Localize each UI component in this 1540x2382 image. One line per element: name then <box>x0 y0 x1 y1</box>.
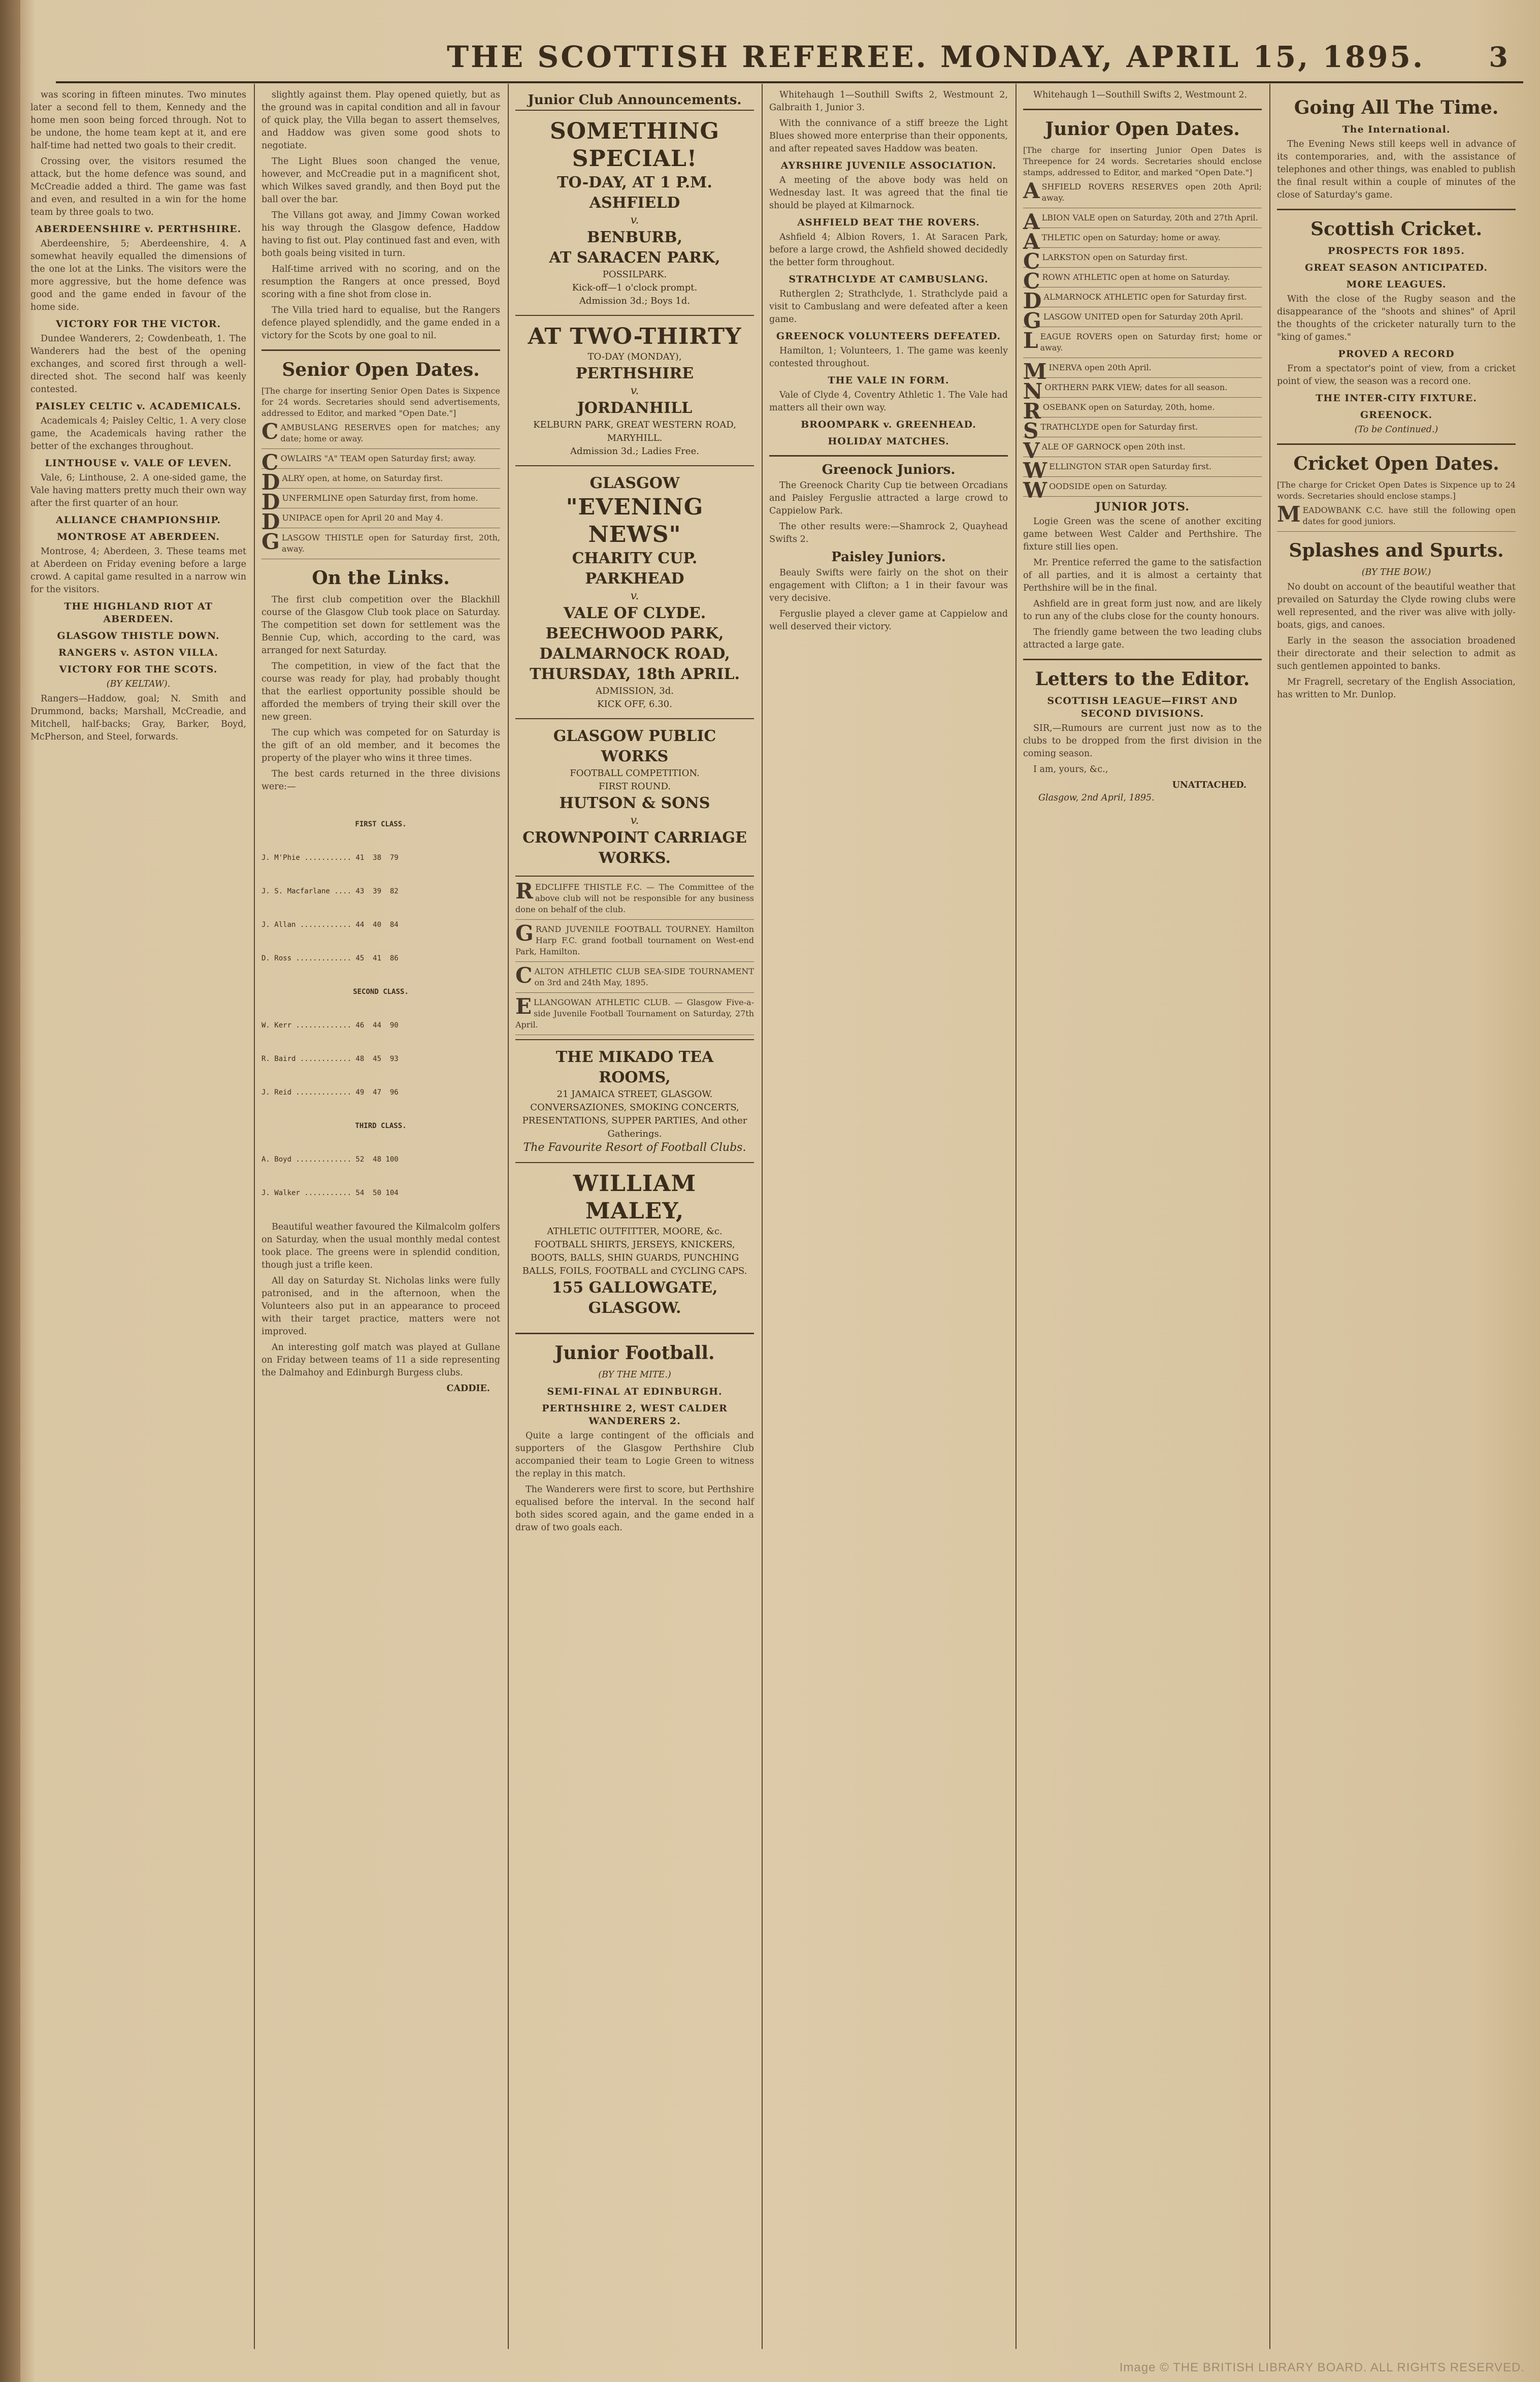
ad-line: FIRST ROUND. <box>599 781 671 792</box>
section-heading: Junior Open Dates. <box>1045 118 1240 140</box>
section-note: [The charge for inserting Senior Open Dates is Sixpence for 24 words. Secretaries should send advertisements, addressed to Editor, and marked "Open Date."] <box>261 386 500 418</box>
ad-team: PERTHSHIRE <box>575 365 694 382</box>
column-divider <box>1269 84 1270 2349</box>
article-paragraph: I am, yours, &c., <box>1033 764 1108 775</box>
fixture-ad <box>515 315 754 465</box>
score-row: D. Ross ............. 45 41 86 <box>261 954 399 962</box>
ad-line: GLASGOW PUBLIC WORKS <box>553 727 716 765</box>
ad-address: 21 JAMAICA STREET, GLASGOW. <box>556 1089 713 1100</box>
small-ad: ELLANGOWAN ATHLETIC CLUB. — Glasgow Five-a-side Juvenile Football Tournament on Saturday, 27th April. <box>515 997 754 1035</box>
fixture-ad <box>515 110 754 315</box>
section-subheading: The International. <box>1342 124 1451 135</box>
page-binding-edge <box>0 0 20 2382</box>
article-paragraph: Whitehaugh 1—Southill Swifts 2, Westmount 2. <box>1033 90 1248 100</box>
section-subheading: RANGERS v. ASTON VILLA. <box>58 647 218 658</box>
section-subheading: SCOTTISH LEAGUE—FIRST AND SECOND DIVISIONS. <box>1047 695 1238 719</box>
section-heading: Scottish Cricket. <box>1310 218 1483 240</box>
column-5 <box>1023 89 1262 804</box>
column-6 <box>1277 89 1516 704</box>
ad-team: CROWNPOINT CARRIAGE WORKS. <box>522 829 747 867</box>
section-subheading: GREENOCK VOLUNTEERS DEFEATED. <box>776 331 1001 342</box>
column-divider <box>1015 84 1017 2349</box>
article-paragraph: Beautiful weather favoured the Kilmalcolm golfers on Saturday, when the usual monthly medal contest took place. The greens were in splendid condition, though just a trifle keen. <box>261 1222 500 1270</box>
section-subheading: THE INTER-CITY FIXTURE. <box>1316 393 1477 404</box>
small-ad: ATHLETIC open on Saturday; home or away. <box>1023 232 1262 248</box>
ad-address: 155 GALLOWGATE, GLASGOW. <box>551 1279 718 1317</box>
article-paragraph: The Greenock Charity Cup tie between Orcadians and Paisley Ferguslie attracted a large crowd to Cappielow Park. <box>769 480 1008 516</box>
small-ad: STRATHCLYDE open for Saturday first. <box>1023 422 1262 437</box>
small-ad: ALBION VALE open on Saturday, 20th and 27th April. <box>1023 212 1262 228</box>
small-ads <box>261 419 500 559</box>
section-subheading: AYRSHIRE JUVENILE ASSOCIATION. <box>780 160 997 171</box>
section-heading: Junior Football. <box>554 1342 715 1364</box>
ad-venue: AT SARACEN PARK, <box>549 249 720 267</box>
article-paragraph: Montrose, 4; Aberdeen, 3. These teams met at Aberdeen on Friday evening before a large crowd. A capital game resulted in a narrow win for the visitors. <box>30 546 246 595</box>
small-ads <box>515 876 754 1035</box>
section-subheading: ABERDEENSHIRE v. PERTHSHIRE. <box>35 223 242 235</box>
ad-versus: v. <box>630 590 639 602</box>
article-paragraph: SIR,—Rumours are current just now as to the clubs to be dropped from the first division in the coming season. <box>1023 723 1262 759</box>
article-paragraph: The Evening News still keeps well in advance of its contemporaries, and, with the assistance of telephones and other things, was enabled to publish the final result within a couple of minutes of the close of Saturday's game. <box>1277 139 1516 200</box>
article-paragraph: The friendly game between the two leading clubs attracted a large gate. <box>1023 627 1262 650</box>
small-ad: ROSEBANK open on Saturday, 20th, home. <box>1023 402 1262 417</box>
score-row: A. Boyd ............. 52 48 100 <box>261 1155 399 1164</box>
fixture-ad <box>515 718 754 876</box>
byline: (BY THE BOW.) <box>1361 567 1431 577</box>
ad-team: ASHFIELD <box>589 194 680 212</box>
article-paragraph: With the connivance of a stiff breeze the Light Blues showed more enterprise than their opponents, and after repeated saves Haddow was beaten. <box>769 118 1008 154</box>
section-subheading: JUNIOR JOTS. <box>1095 500 1190 513</box>
small-ad: WELLINGTON STAR open Saturday first. <box>1023 461 1262 477</box>
article-paragraph: From a spectator's point of view, from a cricket point of view, the season was a record one. <box>1277 364 1516 387</box>
article-paragraph: The competition, in view of the fact that the course was ready for play, had probably thought that the earliest opportunity possible should be afforded the members of trying their skill over the new green. <box>261 661 500 722</box>
article-paragraph: Vale, 6; Linthouse, 2. A one-sided game, the Vale having matters pretty much their own way after the first quarter of an hour. <box>30 473 246 508</box>
column-divider <box>254 84 255 2349</box>
ad-headline: THE MIKADO TEA ROOMS, <box>555 1048 714 1086</box>
ad-line: CHARITY CUP. <box>572 550 698 567</box>
section-subheading: BROOMPARK v. GREENHEAD. <box>801 419 976 430</box>
ad-desc: CONVERSAZIONES, SMOKING CONCERTS, PRESENTATIONS, SUPPER PARTIES, And other Gatherings. <box>522 1102 747 1139</box>
continued-note: (To be Continued.) <box>1354 425 1438 435</box>
small-ad: ASHFIELD ROVERS RESERVES open 20th April; away. <box>1023 181 1262 208</box>
ad-venue: KELBURN PARK, GREAT WESTERN ROAD, MARYHILL. <box>533 420 736 443</box>
section-subheading: PERTHSHIRE 2, WEST CALDER WANDERERS 2. <box>542 1403 728 1427</box>
small-ad: GRAND JUVENILE FOOTBALL TOURNEY. Hamilton Harp F.C. grand football tournament on West-end Park, Hamilton. <box>515 924 754 962</box>
ad-place: POSSILPARK. <box>602 269 667 280</box>
article-paragraph: Rutherglen 2; Strathclyde, 1. Strathclyde paid a visit to Cambuslang and were defeated after a keen game. <box>769 289 1008 325</box>
small-ad: REDCLIFFE THISTLE F.C. — The Committee of the above club will not be responsible for any business done on behalf of the club. <box>515 882 754 920</box>
article-paragraph: With the close of the Rugby season and the disappearance of the "shoots and shines" of April the thoughts of the cricketer naturally turn to the "king of games." <box>1277 294 1516 342</box>
column-divider <box>508 84 509 2349</box>
image-credit: Image © THE BRITISH LIBRARY BOARD. ALL RIGHTS RESERVED. <box>1119 2361 1525 2374</box>
article-paragraph: The Light Blues soon changed the venue, however, and McCreadie put in a magnificent shot, which Wilkes saved grandly, and then Boyd put the ball over the bar. <box>261 156 500 205</box>
article-paragraph: The cup which was competed for on Saturday is the gift of an old member, and it becomes the property of the player who wins it three times. <box>261 728 500 763</box>
maley-ad <box>515 1162 754 1326</box>
ad-kickoff: KICK OFF, 6.30. <box>597 699 672 710</box>
ad-team: VALE OF CLYDE. <box>563 604 706 622</box>
ad-kickoff: Kick-off—1 o'clock prompt. <box>572 282 698 293</box>
byline: (BY THE MITE.) <box>598 1370 671 1380</box>
section-rule <box>769 455 1008 457</box>
score-row: J. Allan ............ 44 40 84 <box>261 921 399 929</box>
ad-versus: v. <box>630 814 639 827</box>
score-row: W. Kerr ............. 46 44 90 <box>261 1021 399 1029</box>
section-heading: Letters to the Editor. <box>1035 668 1250 690</box>
ad-team: HUTSON & SONS <box>559 794 710 812</box>
ad-sub: ATHLETIC OUTFITTER, MOORE, &c. <box>547 1226 723 1237</box>
section-heading: Junior Club Announcements. <box>528 92 742 108</box>
score-table <box>261 796 500 1221</box>
score-row: J. M'Phie ........... 41 38 79 <box>261 854 399 862</box>
ad-line: FOOTBALL COMPETITION. <box>570 768 700 779</box>
ad-tagline: The Favourite Resort of Football Clubs. <box>523 1141 746 1154</box>
article-paragraph: Beauly Swifts were fairly on the shot on their engagement with Clifton; a 1 in their favour was very decisive. <box>769 568 1008 603</box>
article-paragraph: An interesting golf match was played at Gullane on Friday between teams of 11 a side representing the Dalmahoy and Edinburgh Burgess clubs. <box>261 1342 500 1378</box>
ad-line: GLASGOW <box>589 474 680 492</box>
section-subheading: ASHFIELD BEAT THE ROVERS. <box>797 217 980 228</box>
section-subheading: LINTHOUSE v. VALE OF LEVEN. <box>45 458 232 469</box>
ad-team: PARKHEAD <box>585 570 684 588</box>
column-3 <box>515 89 754 1537</box>
section-subheading: THE HIGHLAND RIOT AT ABERDEEN. <box>64 601 213 625</box>
section-heading: Paisley Juniors. <box>831 550 946 565</box>
section-heading: On the Links. <box>312 567 450 589</box>
article-paragraph: A meeting of the above body was held on Wednesday last. It was agreed that the final tie should be played at Kilmarnock. <box>769 175 1008 211</box>
section-subheading: GLASGOW THISTLE DOWN. <box>57 630 220 641</box>
score-row: R. Baird ............ 48 45 93 <box>261 1055 399 1063</box>
ad-time: TO-DAY, AT 1 P.M. <box>557 174 712 191</box>
article-paragraph: The Wanderers were first to score, but Perthshire equalised before the interval. In the second half both sides scored again, and the game ended in a draw of two goals each. <box>515 1485 754 1533</box>
score-row: J. Reid ............. 49 47 96 <box>261 1088 399 1097</box>
article-paragraph: The best cards returned in the three divisions were:— <box>261 769 500 792</box>
section-subheading: VICTORY FOR THE VICTOR. <box>55 318 221 330</box>
small-ad: CLARKSTON open on Saturday first. <box>1023 252 1262 268</box>
masthead-rule <box>56 81 1523 83</box>
article-paragraph: Quite a large contingent of the officials and supporters of the Glasgow Perthshire Club accompanied their team to Logie Green to witness the replay in this match. <box>515 1431 754 1479</box>
score-heading: THIRD CLASS. <box>355 1122 407 1130</box>
article-paragraph: The other results were:—Shamrock 2, Quayhead Swifts 2. <box>769 522 1008 544</box>
small-ad: WOODSIDE open on Saturday. <box>1023 481 1262 497</box>
page-number: 3 <box>1489 41 1508 73</box>
article-paragraph: Rangers—Haddow, goal; N. Smith and Drummond, backs; Marshall, McCreadie, and Mitchell, half-backs; Gray, Barker, Boyd, McPherson, and Steel, forwards. <box>30 694 246 742</box>
article-paragraph: Mr. Prentice referred the game to the satisfaction of all parties, and it is almost a certainty that Perthshire will be in the final. <box>1023 558 1262 593</box>
section-rule <box>1023 109 1262 110</box>
article-paragraph: The Villans got away, and Jimmy Cowan worked his way through the Glasgow defence, Haddow having to fist out. Play continued fast and even, with both goals being visited in turn. <box>261 210 500 259</box>
article-paragraph: Logie Green was the scene of another exciting game between West Calder and Perthshire. The fixture still lies open. <box>1023 517 1262 552</box>
score-heading: SECOND CLASS. <box>353 988 409 996</box>
ad-headline: SOMETHING SPECIAL! <box>549 118 720 172</box>
article-paragraph: The Villa tried hard to equalise, but the Rangers defence played splendidly, and the game ended in a victory for the Scots by one goal to nil. <box>261 305 500 341</box>
column-4 <box>769 89 1008 636</box>
small-ad: CROWN ATHLETIC open at home on Saturday. <box>1023 272 1262 287</box>
ad-date: THURSDAY, 18th APRIL. <box>530 665 740 683</box>
ad-versus: v. <box>630 384 639 397</box>
article-paragraph: Whitehaugh 1—Southill Swifts 2, Westmount 2, Galbraith 1, Junior 3. <box>769 90 1008 113</box>
section-subheading: PROVED A RECORD <box>1338 348 1455 360</box>
article-paragraph: Crossing over, the visitors resumed the attack, but the home defence was sound, and McCreadie added a third. The game was fast and even, and resulted in a win for the home team by three goals to two. <box>30 156 246 217</box>
small-ad: DALMARNOCK ATHLETIC open for Saturday first. <box>1023 292 1262 307</box>
small-ad: GLASGOW THISTLE open for Saturday first, 20th, away. <box>261 532 500 559</box>
article-paragraph: Dundee Wanderers, 2; Cowdenbeath, 1. The Wanderers had the best of the opening exchanges, and scored first through a well-directed shot. The second half was keenly contested. <box>30 334 246 395</box>
ad-headline: "EVENING NEWS" <box>566 494 704 548</box>
ad-team: BENBURB, <box>587 229 682 246</box>
section-rule <box>1277 209 1516 210</box>
ad-team: JORDANHILL <box>577 399 693 417</box>
section-subheading: PAISLEY CELTIC v. ACADEMICALS. <box>35 401 242 412</box>
section-subheading: HOLIDAY MATCHES. <box>828 436 949 447</box>
section-subheading: PROSPECTS FOR 1895. <box>1328 245 1465 256</box>
score-row: J. Walker ........... 54 50 104 <box>261 1189 399 1197</box>
small-ad: DUNIPACE open for April 20 and May 4. <box>261 512 500 528</box>
small-ad: DALRY open, at home, on Saturday first. <box>261 473 500 489</box>
section-subheading: ALLIANCE CHAMPIONSHIP. <box>56 514 221 526</box>
article-paragraph: Mr Fragrell, secretary of the English Association, has written to Mr. Dunlop. <box>1277 677 1516 700</box>
section-subheading: STRATHCLYDE AT CAMBUSLANG. <box>789 274 989 285</box>
section-rule <box>515 1333 754 1334</box>
ad-headline: WILLIAM MALEY, <box>573 1171 697 1224</box>
small-ad: GLASGOW UNITED open for Saturday 20th April. <box>1023 311 1262 327</box>
small-ad: MINERVA open 20th April. <box>1023 362 1262 378</box>
article-paragraph: was scoring in fifteen minutes. Two minutes later a second fell to them, Kennedy and the home men soon being forced through. Not to be undone, the home team kept at it, and ere half-time had netted two goals to their credit. <box>30 90 246 151</box>
section-subheading: MONTROSE AT ABERDEEN. <box>57 531 220 542</box>
section-subheading: VICTORY FOR THE SCOTS. <box>59 664 218 675</box>
small-ad: MEADOWBANK C.C. have still the following open dates for good juniors. <box>1277 505 1516 532</box>
mikado-ad <box>515 1039 754 1162</box>
section-subheading: THE VALE IN FORM. <box>828 375 949 386</box>
fixture-ad <box>515 465 754 718</box>
ad-admission: Admission 3d.; Ladies Free. <box>570 446 699 457</box>
section-heading: Senior Open Dates. <box>282 359 480 380</box>
small-ads <box>1023 178 1262 503</box>
small-ad: NORTHERN PARK VIEW; dates for all season. <box>1023 382 1262 398</box>
section-heading: Cricket Open Dates. <box>1293 453 1499 474</box>
ad-admission: ADMISSION, 3d. <box>596 686 674 696</box>
section-heading: Going All The Time. <box>1294 97 1499 118</box>
article-paragraph: Hamilton, 1; Volunteers, 1. The game was keenly contested throughout. <box>769 346 1008 369</box>
section-rule <box>1023 659 1262 660</box>
section-note: [The charge for inserting Junior Open Dates is Threepence for 24 words. Secretaries should enclose stamps, addressed to Editor, and marked "Open Date."] <box>1023 145 1262 177</box>
ad-venue: BEECHWOOD PARK, DALMARNOCK ROAD, <box>539 625 730 663</box>
small-ad: CAMBUSLANG RESERVES open for matches; any date; home or away. <box>261 422 500 449</box>
ad-items: FOOTBALL SHIRTS, JERSEYS, KNICKERS, BOOTS, BALLS, SHIN GUARDS, PUNCHING BALLS, FOILS, FOOTBALL and CYCLING CAPS. <box>522 1239 747 1276</box>
article-paragraph: All day on Saturday St. Nicholas links were fully patronised, and in the afternoon, when the Volunteers also put in an appearance to proceed with their target practice, matters were not improved. <box>261 1276 500 1337</box>
section-heading: Splashes and Spurts. <box>1289 540 1504 561</box>
masthead-title: THE SCOTTISH REFEREE. MONDAY, APRIL 15, 1895. <box>447 40 1425 74</box>
article-paragraph: Half-time arrived with no scoring, and on the resumption the Rangers at once pressed, Boyd scoring with a fine shot from close in. <box>261 264 500 300</box>
masthead <box>61 36 1523 81</box>
section-subheading: GREAT SEASON ANTICIPATED. <box>1305 262 1488 273</box>
signature: UNATTACHED. <box>1172 780 1247 790</box>
small-ad: VALE OF GARNOCK open 20th inst. <box>1023 441 1262 457</box>
article-paragraph: Vale of Clyde 4, Coventry Athletic 1. The Vale had matters all their own way. <box>769 390 1008 413</box>
article-paragraph: No doubt on account of the beautiful weather that prevailed on Saturday the Clyde rowing clubs were well represented, and the river was alive with jolly-boats, gigs, and canoes. <box>1277 582 1516 630</box>
section-note: [The charge for Cricket Open Dates is Sixpence up to 24 words. Secretaries should enclose stamps.] <box>1277 480 1516 501</box>
article-paragraph: Aberdeenshire, 5; Aberdeenshire, 4. A somewhat heavily equalled the dimensions of the one lot at the Links. The visitors were the more aggressive, but the home defence was good and the game ended in favour of the home side. <box>30 239 246 312</box>
article-paragraph: slightly against them. Play opened quietly, but as the ground was in capital condition and all in favour of quick play, the Villa began to assert themselves, and Haddow was given some good shots to negotiate. <box>261 90 500 151</box>
small-ad: COWLAIRS "A" TEAM open Saturday first; away. <box>261 453 500 469</box>
section-rule <box>1277 443 1516 445</box>
score-row: J. S. Macfarlane .... 43 39 82 <box>261 887 399 895</box>
score-heading: FIRST CLASS. <box>355 820 407 828</box>
section-rule <box>261 349 500 351</box>
letter-date: Glasgow, 2nd April, 1895. <box>1038 793 1155 803</box>
column-1 <box>30 89 246 747</box>
small-ad: CALTON ATHLETIC CLUB SEA-SIDE TOURNAMENT on 3rd and 24th May, 1895. <box>515 966 754 993</box>
column-2 <box>261 89 500 1395</box>
section-subheading: GREENOCK. <box>1360 409 1433 421</box>
small-ad: LEAGUE ROVERS open on Saturday first; home or away. <box>1023 331 1262 358</box>
ad-versus: v. <box>630 214 639 227</box>
ad-time: TO-DAY (MONDAY), <box>587 351 682 362</box>
small-ads <box>1277 502 1516 532</box>
article-paragraph: Academicals 4; Paisley Celtic, 1. A very close game, the Academicals having rather the better of the exchanges throughout. <box>30 416 246 452</box>
small-ad: DUNFERMLINE open Saturday first, from home. <box>261 493 500 508</box>
column-divider <box>762 84 763 2349</box>
section-subheading: MORE LEAGUES. <box>1346 279 1447 290</box>
section-subheading: SEMI-FINAL AT EDINBURGH. <box>547 1386 723 1397</box>
article-paragraph: Early in the season the association broadened their directorate and their selection to admit as such gentlemen appointed to banks. <box>1277 636 1516 671</box>
article-paragraph: The first club competition over the Blackhill course of the Glasgow Club took place on Saturday. The competition set down for settlement was the Bennie Cup, which, according to the card, was arranged for next Saturday. <box>261 595 500 656</box>
article-paragraph: Ashfield are in great form just now, and are likely to run any of the clubs close for the county honours. <box>1023 599 1262 622</box>
section-heading: Greenock Juniors. <box>822 462 956 477</box>
article-paragraph: Ashfield 4; Albion Rovers, 1. At Saracen Park, before a large crowd, the Ashfield showed decidedly the better form throughout. <box>769 232 1008 268</box>
signature: CADDIE. <box>446 1383 490 1394</box>
ad-headline: AT TWO-THIRTY <box>528 324 742 349</box>
byline: (BY KELTAW). <box>106 679 171 689</box>
ad-admission: Admission 3d.; Boys 1d. <box>579 296 691 306</box>
article-paragraph: Ferguslie played a clever game at Cappielow and well deserved their victory. <box>769 609 1008 632</box>
